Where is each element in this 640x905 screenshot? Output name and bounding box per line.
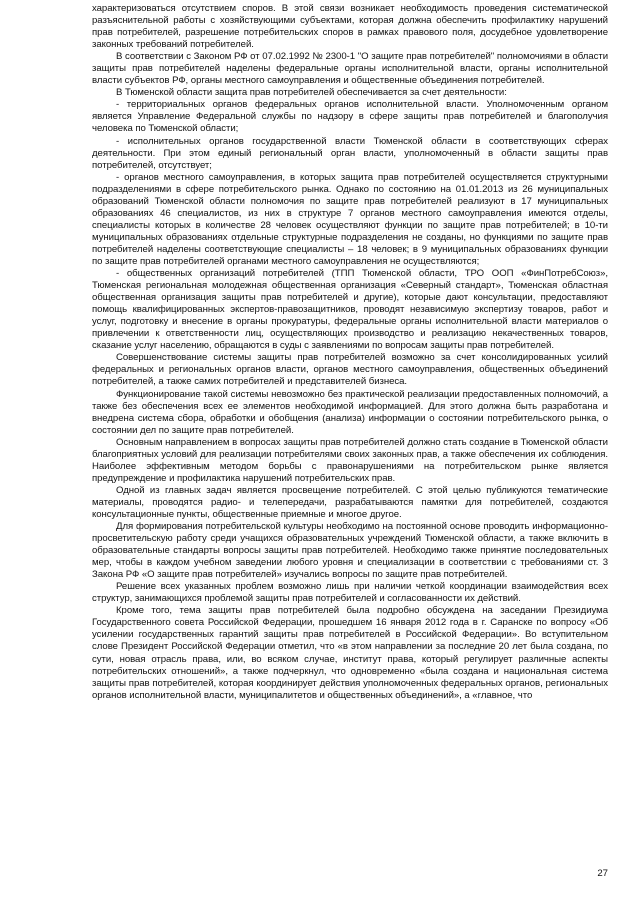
- paragraph-law-powers: В соответствии с Законом РФ от 07.02.1992 № 2300-1 "О защите прав потребителей" полномочиями в области защиты прав потребителей наделены федеральные органы исполнительной власти, органы исполнительной власти субъектов РФ, органы местного самоуправления и общественные объединения потребителей.: [92, 51, 608, 87]
- paragraph-tyumen-activities-intro: В Тюменской области защита прав потребителей обеспечивается за счет деятельности:: [116, 87, 507, 99]
- paragraph-consumer-culture: Для формирования потребительской культуры необходимо на постоянной основе проводить информационно-просветительскую работу среди учащихся образовательных учреждений Тюменской области, а также включить в образовательные стандарты вопросы защиты прав потребителей. Необходимо также принятие последовательных мер, чтобы в каждом учебном заведении любого уровня и специализации в соответствии с требованиями ст. 3 Закона РФ «О защите прав потребителей» изучались вопросы по защите прав потребителей.: [92, 521, 608, 581]
- paragraph-coordination: Решение всех указанных проблем возможно лишь при наличии четкой координации взаимодействия всех структур, занимающихся проблемой защиты прав потребителей и согласованности их действий.: [92, 581, 608, 605]
- page-number: 27: [597, 868, 608, 879]
- list-item-territorial-bodies: - территориальных органов федеральных органов исполнительной власти. Уполномоченным органом является Управление Федеральной службы по надзору в сфере защиты прав потребителей и благополучия человека по Тюменской области;: [92, 99, 608, 135]
- list-item-executive-bodies: - исполнительных органов государственной власти Тюменской области в соответствующих сферах деятельности. При этом единый региональный орган власти, уполномоченный в области защиты прав потребителей, отсутствует;: [92, 135, 608, 171]
- paragraph-consumer-education: Одной из главных задач является просвещение потребителей. С этой целью публикуются тематические материалы, проводятся радио- и телепередачи, разрабатываются памятки для потребителей, создаются консультационные пункты, общественные приемные и многое другое.: [92, 484, 608, 520]
- paragraph-state-council: Кроме того, тема защиты прав потребителей была подробно обсуждена на заседании Президиума Государственного совета Российской Федерации, прошедшем 16 января 2012 года в г. Саранске по вопросу «Об усилении государственных гарантий защиты прав потребителей в Российской Федерации». Во вступительном слове Президент Российской Федерации отметил, что «в этом направлении за последние 20 лет была создана, по сути, новая отрасль права, или, во всяком случае, институт права, который регулирует различные аспекты потребительских отношений», а также подчеркнул, что одновременно «была создана и национальная система защиты прав потребителей, которая координирует действия уполномоченных федеральных органов, региональных органов исполнительной власти, муниципалитетов и общественных объединений», а «главное, что: [92, 605, 608, 701]
- list-item-local-self-government: - органов местного самоуправления, в которых защита прав потребителей осуществляется структурными подразделениями в сфере потребительского рынка. Однако по состоянию на 01.01.2013 из 26 муниципальных образований Тюменской области полномочия по защите прав потребителей реализуют в 17 муниципальных образованиях 46 специалистов, из них в структуре 7 органов местного самоуправления имеются отделы, специалисты которых в количестве 28 человек осуществляют функции по защите прав потребителей; в 10-ти муниципальных образованиях отдельные структурные подразделения не созданы, но функциями по защите прав потребителей наделены соответствующие специалисты – 18 человек; в 9 муниципальных образованиях функции по защите прав потребителей органами местного самоуправления не осуществляются;: [92, 171, 608, 267]
- paragraph-main-direction: Основным направлением в вопросах защиты прав потребителей должно стать создание в Тюменской области благоприятных условий для реализации потребителями своих законных прав, а также обеспечения их соблюдения. Наиболее эффективным методом борьбы с правонарушениями на потребительском рынке является предупреждение и профилактика нарушений потребительских прав.: [92, 436, 608, 484]
- paragraph-system-improvement: Совершенствование системы защиты прав потребителей возможно за счет консолидированных усилий федеральных и региональных органов власти, органов местного самоуправления, общественных объединений потребителей, а также самих потребителей и представителей бизнеса.: [92, 352, 608, 388]
- list-item-public-organizations: - общественных организаций потребителей (ТПП Тюменской области, ТРО ООП «ФинПотребСоюз», Тюменская региональная молодежная общественная организация «Северный стандарт», Тюменская областная общественная организация защиты прав потребителей и другие), которые дают консультации, предоставляют помощь квалифицированных экспертов-правозащитников, проводят независимую экспертизу товаров, работ и услуг, подготовку и внесение в органы прокуратуры, федеральные органы исполнительной власти материалов о привлечении к ответственности лиц, осуществляющих производство и реализацию некачественных товаров, сказание услуг населению, обращаются в суды с заявлениями по вопросам защиты прав потребителей.: [92, 268, 608, 352]
- body-text: [92, 3, 608, 702]
- paragraph-system-functioning: Функционирование такой системы невозможно без практической реализации предоставленных полномочий, а также без обеспечения всех ее элементов необходимой информацией. Для этого должна быть разработана и внедрена система сбора, обработки и обобщения (анализа) информации о состоянии потребительского рынка, о состоянии дел по защите прав потребителей.: [92, 388, 608, 436]
- paragraph-continuation: характеризоваться отсутствием споров. В этой связи возникает необходимость проведения систематической разъяснительной работы с хозяйствующими субъектами, которая должна обеспечить профилактику нарушений прав потребителей, разрешение потребительских споров в рамках правового поля, досудебное удовлетворение законных требований потребителей.: [92, 3, 608, 51]
